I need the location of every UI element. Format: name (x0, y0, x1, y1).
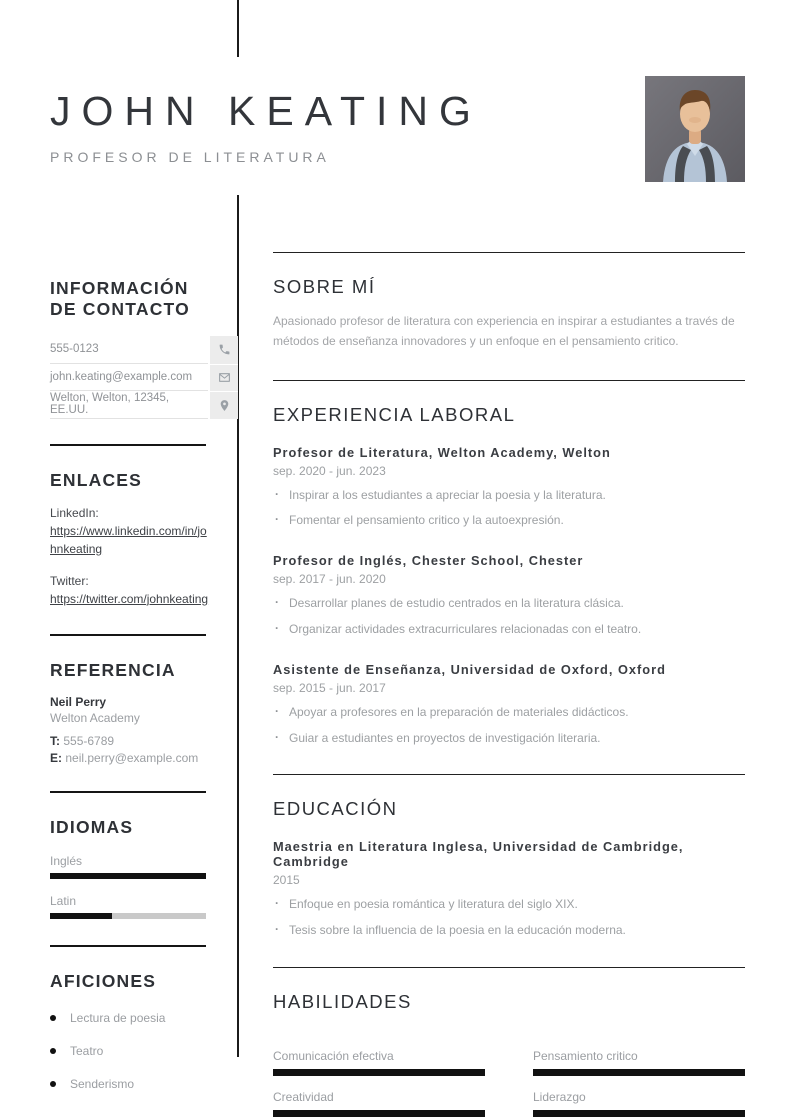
hobby-label: Teatro (70, 1044, 104, 1059)
skill-bar-fill (273, 1110, 485, 1117)
reference-section (50, 634, 240, 765)
job-title: Asistente de Enseñanza, Universidad de Oxford, Oxford (273, 661, 666, 677)
degree-bullet: · Tesis sobre la influencia de la poesia en la educación moderna. (273, 922, 745, 939)
reference-phone-prefix: T: (50, 734, 60, 749)
section-rule (50, 444, 206, 446)
skills-grid (273, 1035, 745, 1117)
job-bullet: · Organizar actividades extracurriculares relacionadas con el teatro. (273, 621, 745, 638)
reference-phone-value: 555-6789 (63, 734, 115, 749)
contact-list (50, 336, 240, 419)
bullet-dot (50, 1048, 56, 1054)
links-heading: ENLACES (50, 469, 143, 490)
contact-address-value: Welton, Welton, 12345, EE.UU. (50, 391, 208, 419)
hobby-item (50, 1077, 240, 1091)
section-rule (273, 380, 745, 381)
link-group-twitter (50, 574, 210, 609)
hobby-label: Senderismo (70, 1077, 135, 1092)
contact-row-email (50, 364, 240, 392)
job-entry (273, 445, 745, 530)
twitter-link[interactable]: https://twitter.com/johnkeating (50, 591, 209, 606)
link-group-linkedin (50, 506, 210, 559)
job-bullet: · Desarrollar planes de estudio centrados en la literatura clásica. (273, 595, 745, 612)
skill-bar-fill (533, 1110, 745, 1117)
skill-name: Pensamiento critico (533, 1048, 638, 1063)
links-section (50, 444, 240, 609)
skill-bar-track (533, 1110, 745, 1117)
about-text: Apasionado profesor de literatura con experiencia en inspirar a estudiantes a través de métodos de enseñanza innovadores y un enfoque en el pensamiento critico. (273, 314, 735, 348)
skill-bar-track (273, 1110, 485, 1117)
job-bullet-list (273, 595, 745, 638)
job-bullet: · Apoyar a profesores en la preparación de materiales didácticos. (273, 704, 745, 721)
language-item-english (50, 854, 240, 879)
hobbies-section (50, 945, 240, 1091)
reference-email-prefix: E: (50, 751, 62, 766)
skill-name: Comunicación efectiva (273, 1048, 394, 1063)
bullet-dot (50, 1015, 56, 1021)
contact-phone-value: 555-0123 (50, 336, 208, 364)
skill-name: Liderazgo (533, 1089, 586, 1104)
skill-item (273, 1090, 485, 1117)
top-divider-line (237, 0, 239, 57)
job-dates: sep. 2020 - jun. 2023 (273, 463, 386, 478)
degree-dates: 2015 (273, 873, 300, 888)
main-column (273, 252, 745, 1117)
job-bullet-list (273, 487, 745, 530)
profile-photo (645, 76, 745, 182)
contact-row-address (50, 391, 240, 419)
section-rule (50, 945, 206, 947)
skills-heading: HABILIDADES (273, 990, 412, 1012)
reference-email (50, 751, 240, 765)
job-bullet: · Guiar a estudiantes en proyectos de investigación literaria. (273, 730, 745, 747)
degree-bullet-list (273, 896, 745, 939)
job-title: Profesor de Literatura, Welton Academy, Welton (273, 444, 611, 460)
skill-bar-fill (273, 1069, 485, 1076)
job-bullet: · Inspirar a los estudiantes a apreciar la poesia y la literatura. (273, 487, 745, 504)
language-bar-track (50, 913, 206, 919)
language-item-latin (50, 894, 240, 919)
contact-heading: INFORMACIÓN DE CONTACTO (50, 278, 190, 319)
location-icon (210, 391, 238, 419)
hobby-list (50, 1011, 240, 1091)
experience-heading: EXPERIENCIA LABORAL (273, 403, 516, 425)
section-rule (273, 252, 745, 253)
skill-item (533, 1090, 745, 1117)
skill-bar-track (273, 1069, 485, 1076)
language-bar-track (50, 873, 206, 879)
hobby-item (50, 1011, 240, 1025)
degree-entry (273, 839, 745, 939)
hobby-label: Lectura de poesia (70, 1011, 166, 1026)
portrait-illustration (645, 76, 745, 182)
header (50, 88, 482, 165)
skill-item (533, 1049, 745, 1076)
languages-section (50, 791, 240, 919)
mail-icon (210, 364, 238, 392)
contact-email-value: john.keating@example.com (50, 364, 208, 392)
section-rule (273, 967, 745, 968)
job-title: Profesor de Inglés, Chester School, Chester (273, 553, 584, 569)
linkedin-label: LinkedIn: (50, 505, 99, 520)
person-title: PROFESOR DE LITERATURA (50, 149, 330, 165)
degree-title: Maestria en Literatura Inglesa, Universidad de Cambridge, Cambridge (273, 839, 684, 870)
section-rule (50, 634, 206, 636)
job-dates: sep. 2015 - jun. 2017 (273, 680, 386, 695)
job-bullet: · Fomentar el pensamiento critico y la autoexpresión. (273, 512, 745, 529)
reference-heading: REFERENCIA (50, 660, 176, 681)
skill-name: Creatividad (273, 1089, 334, 1104)
sidebar (50, 278, 240, 1091)
reference-organization: Welton Academy (50, 711, 140, 726)
hobbies-heading: AFICIONES (50, 971, 157, 992)
languages-heading: IDIOMAS (50, 817, 134, 838)
hobby-item (50, 1044, 240, 1058)
about-heading: SOBRE MÍ (273, 276, 376, 297)
language-bar-fill (50, 913, 112, 919)
bullet-dot (50, 1081, 56, 1087)
job-dates: sep. 2017 - jun. 2020 (273, 572, 386, 587)
education-heading: EDUCACIÓN (273, 798, 398, 820)
reference-name: Neil Perry (50, 695, 107, 710)
skill-bar-track (533, 1069, 745, 1076)
job-entry (273, 662, 745, 747)
person-name: JOHN KEATING (50, 88, 482, 134)
linkedin-link[interactable]: https://www.linkedin.com/in/johnkeating (50, 523, 207, 557)
job-entry (273, 553, 745, 638)
skill-item (273, 1049, 485, 1076)
reference-email-value: neil.perry@example.com (65, 751, 199, 766)
skill-bar-fill (533, 1069, 745, 1076)
reference-phone (50, 734, 240, 748)
language-bar-fill (50, 873, 206, 879)
language-name: Latin (50, 894, 77, 909)
job-bullet-list (273, 704, 745, 747)
degree-bullet: · Enfoque en poesia romántica y literatura del siglo XIX. (273, 896, 745, 913)
twitter-label: Twitter: (50, 573, 89, 588)
contact-row-phone (50, 336, 240, 364)
language-name: Inglés (50, 854, 83, 869)
phone-icon (210, 336, 238, 364)
section-rule (273, 774, 745, 775)
section-rule (50, 791, 206, 793)
